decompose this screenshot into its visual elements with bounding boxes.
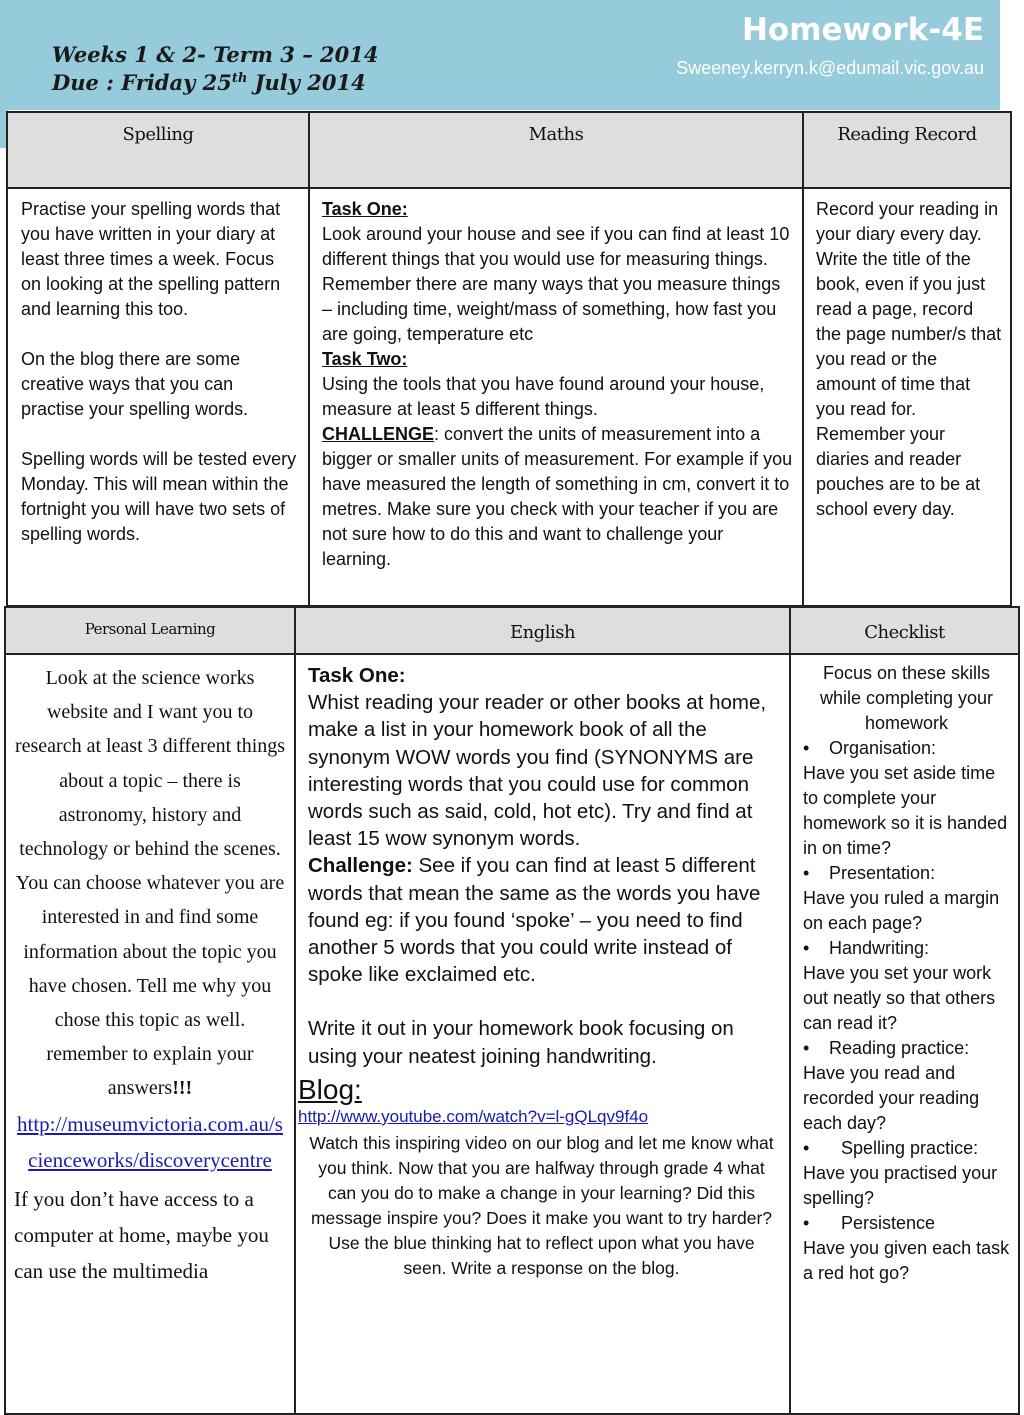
checklist-cell xyxy=(790,654,1019,1414)
maths-heading xyxy=(309,112,803,188)
blog-text: Watch this inspiring video on our blog and let me know what you think. Now that you are halfway through grade 4 what can you do to make a change in your learning? Did this message inspire you? Does it make you want to try harder? Use the blue thinking hat to reflect upon what you have seen. Write a response on the blog. xyxy=(309,1132,774,1278)
checklist-label xyxy=(803,861,1010,886)
due-suffix: July 2014 xyxy=(247,70,366,95)
spelling-cell xyxy=(7,188,309,606)
bullet-icon: • xyxy=(803,863,810,883)
spelling-heading-text: Spelling xyxy=(122,124,194,145)
english-heading xyxy=(295,607,790,654)
spelling-heading xyxy=(7,112,309,188)
checklist-item-spelling xyxy=(803,1136,1010,1211)
spelling-para-2: On the blog there are some creative ways that you can practise your spelling words. xyxy=(21,349,249,419)
checklist-label xyxy=(803,1211,1010,1236)
maths-heading-text: Maths xyxy=(528,124,584,145)
teacher-email: Sweeney.kerryn.k@edumail.vic.gov.au xyxy=(676,58,984,78)
reading-heading-text: Reading Record xyxy=(837,124,977,145)
checklist-item-reading xyxy=(803,1036,1010,1136)
checklist-label-text: Presentation: xyxy=(829,863,936,883)
personal-cell xyxy=(5,654,295,1414)
maths-task2-text: Using the tools that you have found around your house, measure at least 5 different things. xyxy=(322,374,765,419)
due-line xyxy=(52,70,366,95)
spelling-para-1: Practise your spelling words that you have written in your diary at least three times a week. Focus on looking at the spelling pattern and learning this too. xyxy=(21,199,281,319)
checklist-question: Have you ruled a margin on each page? xyxy=(803,888,1000,933)
english-task1-label: Task One: xyxy=(308,664,406,687)
personal-tail: If you don’t have access to a computer at home, maybe you can use the multimedia xyxy=(14,1186,269,1283)
homework-title: Homework-4E xyxy=(741,12,984,48)
reading-cell xyxy=(803,188,1011,606)
bullet-icon: • xyxy=(803,738,810,758)
checklist-item-presentation xyxy=(803,861,1010,936)
checklist-label xyxy=(803,1036,1010,1061)
reading-text: Record your reading in your diary every day. Write the title of the book, even if you just read a page, record the page number/s that you read or the amount of time that you read for. Remember your diaries and reader pouches are to be at school every day. xyxy=(816,199,1002,519)
checklist-item-handwriting xyxy=(803,936,1010,1036)
personal-text-main: Look at the science works website and I want you to research at least 3 different things about a topic – there is astronomy, history and technology or behind the scenes. You can choose whatever you are interested in and find some information about the topic you have chosen. Tell me why you chose this topic as well. remember to explain your answers xyxy=(14,667,286,1100)
blog-video-link[interactable]: http://www.youtube.com/watch?v=l-gQLqv9f4o xyxy=(298,1106,649,1126)
maths-task2-label: Task Two: xyxy=(322,349,408,369)
bullet-icon: • xyxy=(803,1138,810,1158)
checklist-label-text: Organisation: xyxy=(829,738,937,758)
maths-cell xyxy=(309,188,803,606)
personal-text xyxy=(14,661,286,1106)
maths-task1-label: Task One: xyxy=(322,199,408,219)
weeks-line: Weeks 1 & 2- Term 3 – 2014 xyxy=(52,42,379,67)
checklist-item-persistence xyxy=(803,1211,1010,1286)
maths-task1-text: Look around your house and see if you can find at least 10 different things that you would use for measuring things. Remember there are many ways that you measure things – including time, weight/mass of something, how fast you are going, temperature etc xyxy=(322,224,790,344)
english-heading-text: English xyxy=(509,622,576,643)
checklist-question: Have you given each task a red hot go? xyxy=(803,1238,1010,1283)
checklist-question: Have you set your work out neatly so that others can read it? xyxy=(803,963,996,1033)
english-challenge-text: See if you can find at least 5 different words that mean the same as the words you have found eg: if you found ‘spoke’ – you need to find another 5 words that you could write instead of spoke like exclaimed etc. xyxy=(308,854,761,987)
checklist-label-text: Persistence xyxy=(841,1213,936,1233)
english-challenge xyxy=(308,852,775,988)
personal-text-exclaim: !!! xyxy=(172,1077,193,1100)
reading-heading xyxy=(803,112,1011,188)
english-cell xyxy=(295,654,790,1414)
checklist-intro: Focus on these skills while completing your homework xyxy=(819,663,994,733)
blog-heading: Blog: xyxy=(298,1073,362,1105)
checklist-label xyxy=(803,936,1010,961)
checklist-label-text: Handwriting: xyxy=(829,938,930,958)
bullet-icon: • xyxy=(803,1213,810,1233)
english-task1-text: Whist reading your reader or other books at home, make a list in your homework book of all the synonym WOW words you find (SYNONYMS are interesting words that you could use for common words such as said, cold, hot etc). Try and find at least 15 wow synonym words. xyxy=(308,691,767,851)
due-sup: th xyxy=(231,71,248,86)
homework-table-top xyxy=(6,111,1012,607)
checklist-item-organisation xyxy=(803,736,1010,861)
checklist-label xyxy=(803,1136,1010,1161)
due-prefix: Due : Friday 25 xyxy=(52,70,232,95)
checklist-label xyxy=(803,736,1010,761)
maths-challenge-label: CHALLENGE xyxy=(322,424,434,444)
bullet-icon: • xyxy=(803,1038,810,1058)
bullet-icon: • xyxy=(803,938,810,958)
checklist-question: Have you read and recorded your reading each day? xyxy=(803,1063,980,1133)
maths-challenge-text: : convert the units of measurement into a bigger or smaller units of measurement. For example if you have measured the length of something in cm, convert it to metres. Make sure you check with your teacher if you are not sure how to do this and want to challenge your learning. xyxy=(322,424,793,569)
personal-heading xyxy=(5,607,295,654)
checklist-label-text: Reading practice: xyxy=(829,1038,970,1058)
spelling-para-3: Spelling words will be tested every Monday. This will mean within the fortnight you will have two sets of spelling words. xyxy=(21,449,297,544)
english-challenge-label: Challenge: xyxy=(308,854,413,878)
checklist-question: Have you set aside time to complete your homework so it is handed in on time? xyxy=(803,763,1008,858)
scienceworks-link[interactable]: http://museumvictoria.com.au/scienceworks/discoverycentre xyxy=(17,1111,283,1173)
checklist-label-text: Spelling practice: xyxy=(841,1138,979,1158)
checklist-heading-text: Checklist xyxy=(864,622,945,643)
homework-table-bottom xyxy=(4,606,1020,1415)
maths-challenge xyxy=(322,422,794,572)
personal-heading-text: Personal Learning xyxy=(84,620,216,638)
checklist-heading xyxy=(790,607,1019,654)
checklist-question: Have you practised your spelling? xyxy=(803,1163,998,1208)
english-write-text: Write it out in your homework book focusing on using your neatest joining handwriting. xyxy=(308,1017,734,1068)
